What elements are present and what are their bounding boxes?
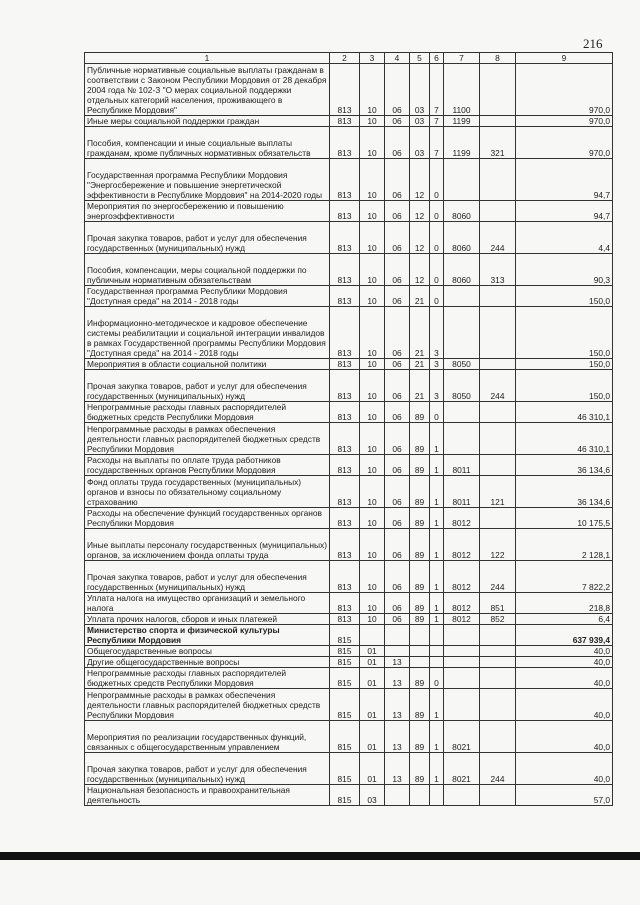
- row-expense-type: [480, 116, 516, 127]
- row-grbs: 815: [330, 657, 360, 668]
- row-expense-type: [480, 646, 516, 657]
- row-target-subprogram: 3: [430, 307, 444, 359]
- table-row: [85, 476, 613, 508]
- row-target-direction: 8050: [444, 359, 480, 370]
- row-expense-type: [480, 625, 516, 646]
- row-target-program: 89: [410, 614, 430, 625]
- row-target-subprogram: 7: [430, 64, 444, 116]
- row-target-program: 89: [410, 455, 430, 476]
- row-target-subprogram: 0: [430, 402, 444, 423]
- table-row: [85, 159, 613, 201]
- row-target-program: 03: [410, 64, 430, 116]
- row-amount: 970,0: [516, 127, 613, 159]
- row-target-direction: 8012: [444, 508, 480, 529]
- row-amount: 150,0: [516, 370, 613, 402]
- row-amount: 7 822,2: [516, 561, 613, 593]
- row-name: Информационно-методическое и кадровое обеспечение системы реабилитации и социальной интеграции инвалидов в рамках Государственной программы Республики Мордовия "Доступная среда" на 2014 - 2018 годы: [85, 307, 330, 359]
- row-name: Прочая закупка товаров, работ и услуг для обеспечения государственных (муниципальных) нужд: [85, 561, 330, 593]
- row-section: 10: [360, 286, 385, 307]
- row-name: Расходы на обеспечение функций государственных органов Республики Мордовия: [85, 508, 330, 529]
- row-amount: 46 310,1: [516, 402, 613, 423]
- row-target-direction: 8011: [444, 455, 480, 476]
- row-target-subprogram: [430, 625, 444, 646]
- row-subsection: 06: [385, 159, 410, 201]
- row-grbs: 813: [330, 116, 360, 127]
- row-amount: 150,0: [516, 359, 613, 370]
- row-name: Пособия, компенсации, меры социальной поддержки по публичным нормативным обязательствам: [85, 254, 330, 286]
- table-row: [85, 529, 613, 561]
- row-target-subprogram: 1: [430, 689, 444, 721]
- header-cell: 6: [430, 53, 444, 64]
- header-cell: 3: [360, 53, 385, 64]
- row-section: 10: [360, 159, 385, 201]
- table-row: [85, 614, 613, 625]
- table-row: [85, 370, 613, 402]
- row-name: Государственная программа Республики Мордовия "Энергосбережение и повышение энергетической эффективности в Республике Мордовия" на 2014-2020 годы: [85, 159, 330, 201]
- row-name: Непрограммные расходы главных распорядителей бюджетных средств Республики Мордовия: [85, 402, 330, 423]
- table-row: [85, 201, 613, 222]
- row-target-program: 12: [410, 201, 430, 222]
- row-target-direction: 8012: [444, 593, 480, 614]
- table-row: [85, 286, 613, 307]
- row-grbs: 815: [330, 668, 360, 689]
- table-row: [85, 657, 613, 668]
- row-amount: 150,0: [516, 307, 613, 359]
- row-name: Прочая закупка товаров, работ и услуг для обеспечения государственных (муниципальных) нужд: [85, 370, 330, 402]
- row-target-program: [410, 785, 430, 806]
- table-row: [85, 561, 613, 593]
- row-expense-type: [480, 785, 516, 806]
- row-name: Министерство спорта и физической культуры Республики Мордовия: [85, 625, 330, 646]
- row-section: 10: [360, 64, 385, 116]
- row-target-subprogram: 1: [430, 476, 444, 508]
- row-target-program: [410, 625, 430, 646]
- row-expense-type: [480, 657, 516, 668]
- row-target-subprogram: 0: [430, 201, 444, 222]
- row-amount: 90,3: [516, 254, 613, 286]
- row-subsection: [385, 625, 410, 646]
- row-subsection: [385, 646, 410, 657]
- row-subsection: 06: [385, 561, 410, 593]
- row-target-direction: 8060: [444, 201, 480, 222]
- scan-edge: [0, 852, 640, 860]
- row-target-program: 21: [410, 359, 430, 370]
- row-target-subprogram: 1: [430, 455, 444, 476]
- row-grbs: 813: [330, 254, 360, 286]
- row-subsection: 06: [385, 307, 410, 359]
- row-target-direction: [444, 286, 480, 307]
- row-target-program: 89: [410, 529, 430, 561]
- row-target-program: 21: [410, 286, 430, 307]
- row-section: 10: [360, 116, 385, 127]
- row-target-direction: 8060: [444, 254, 480, 286]
- row-section: 10: [360, 455, 385, 476]
- row-amount: 4,4: [516, 222, 613, 254]
- table-row: [85, 689, 613, 721]
- row-subsection: 06: [385, 201, 410, 222]
- row-target-program: 89: [410, 721, 430, 753]
- row-grbs: 813: [330, 402, 360, 423]
- row-target-direction: [444, 307, 480, 359]
- row-target-direction: 8012: [444, 614, 480, 625]
- row-amount: 40,0: [516, 721, 613, 753]
- table-row: [85, 508, 613, 529]
- row-amount: 218,8: [516, 593, 613, 614]
- row-name: Непрограммные расходы в рамках обеспечения деятельности главных распорядителей бюджетных средств Республики Мордовия: [85, 423, 330, 455]
- row-target-subprogram: 3: [430, 359, 444, 370]
- row-target-subprogram: 0: [430, 159, 444, 201]
- row-amount: 40,0: [516, 689, 613, 721]
- row-target-direction: 8012: [444, 529, 480, 561]
- row-amount: 40,0: [516, 657, 613, 668]
- row-section: 10: [360, 476, 385, 508]
- row-expense-type: 244: [480, 370, 516, 402]
- row-target-direction: [444, 423, 480, 455]
- row-target-direction: 8050: [444, 370, 480, 402]
- row-target-direction: 8021: [444, 753, 480, 785]
- row-expense-type: 313: [480, 254, 516, 286]
- row-grbs: 815: [330, 646, 360, 657]
- row-section: 10: [360, 201, 385, 222]
- row-amount: 2 128,1: [516, 529, 613, 561]
- row-amount: 6,4: [516, 614, 613, 625]
- row-target-subprogram: 1: [430, 614, 444, 625]
- row-expense-type: 244: [480, 222, 516, 254]
- row-section: 10: [360, 614, 385, 625]
- row-target-program: 12: [410, 222, 430, 254]
- row-target-subprogram: [430, 785, 444, 806]
- row-target-subprogram: 1: [430, 529, 444, 561]
- row-target-program: 89: [410, 423, 430, 455]
- header-cell: 5: [410, 53, 430, 64]
- row-grbs: 813: [330, 370, 360, 402]
- row-grbs: 813: [330, 423, 360, 455]
- row-section: 10: [360, 402, 385, 423]
- row-subsection: 06: [385, 116, 410, 127]
- row-amount: 57,0: [516, 785, 613, 806]
- row-target-direction: [444, 689, 480, 721]
- row-section: 10: [360, 593, 385, 614]
- row-target-program: [410, 657, 430, 668]
- row-section: [360, 625, 385, 646]
- budget-table: [84, 52, 613, 806]
- row-name: Мероприятия по реализации государственных функций, связанных с общегосударственным управлением: [85, 721, 330, 753]
- row-name: Фонд оплаты труда государственных (муниципальных) органов и взносы по обязательному социальному страхованию: [85, 476, 330, 508]
- row-grbs: 815: [330, 785, 360, 806]
- row-expense-type: [480, 689, 516, 721]
- row-grbs: 813: [330, 593, 360, 614]
- row-section: 10: [360, 423, 385, 455]
- row-target-direction: [444, 646, 480, 657]
- row-name: Уплата прочих налогов, сборов и иных платежей: [85, 614, 330, 625]
- row-subsection: 06: [385, 370, 410, 402]
- row-expense-type: [480, 721, 516, 753]
- row-amount: 970,0: [516, 64, 613, 116]
- row-name: Уплата налога на имущество организаций и земельного налога: [85, 593, 330, 614]
- row-grbs: 813: [330, 201, 360, 222]
- row-expense-type: 851: [480, 593, 516, 614]
- header-cell: 9: [516, 53, 613, 64]
- row-grbs: 815: [330, 689, 360, 721]
- row-target-direction: [444, 625, 480, 646]
- row-target-subprogram: 0: [430, 254, 444, 286]
- row-name: Иные выплаты персоналу государственных (муниципальных) органов, за исключением фонда оплаты труда: [85, 529, 330, 561]
- row-subsection: 06: [385, 286, 410, 307]
- row-target-program: 21: [410, 307, 430, 359]
- row-target-subprogram: 1: [430, 753, 444, 785]
- row-name: Пособия, компенсации и иные социальные выплаты гражданам, кроме публичных нормативных обязательств: [85, 127, 330, 159]
- row-target-program: 89: [410, 402, 430, 423]
- row-grbs: 813: [330, 455, 360, 476]
- row-section: 10: [360, 127, 385, 159]
- row-amount: 10 175,5: [516, 508, 613, 529]
- row-section: 01: [360, 646, 385, 657]
- header-cell: 2: [330, 53, 360, 64]
- table-row: [85, 668, 613, 689]
- row-subsection: 06: [385, 593, 410, 614]
- table-row: [85, 222, 613, 254]
- row-expense-type: 852: [480, 614, 516, 625]
- row-amount: 36 134,6: [516, 455, 613, 476]
- row-target-subprogram: 1: [430, 593, 444, 614]
- row-expense-type: [480, 359, 516, 370]
- row-target-program: 12: [410, 254, 430, 286]
- row-target-direction: 8012: [444, 561, 480, 593]
- row-target-program: 89: [410, 593, 430, 614]
- row-subsection: 06: [385, 64, 410, 116]
- row-subsection: 06: [385, 127, 410, 159]
- row-expense-type: [480, 508, 516, 529]
- row-name: Другие общегосударственные вопросы: [85, 657, 330, 668]
- row-expense-type: 244: [480, 561, 516, 593]
- row-section: 10: [360, 222, 385, 254]
- row-expense-type: [480, 159, 516, 201]
- row-expense-type: 121: [480, 476, 516, 508]
- row-subsection: 06: [385, 423, 410, 455]
- header-cell: 8: [480, 53, 516, 64]
- row-amount: 94,7: [516, 159, 613, 201]
- row-name: Мероприятия по энергосбережению и повышению энергоэффективности: [85, 201, 330, 222]
- row-amount: 40,0: [516, 646, 613, 657]
- table-row: [85, 423, 613, 455]
- row-section: 01: [360, 753, 385, 785]
- row-subsection: 06: [385, 529, 410, 561]
- row-target-program: 89: [410, 508, 430, 529]
- row-target-direction: [444, 668, 480, 689]
- row-amount: 970,0: [516, 116, 613, 127]
- row-section: 01: [360, 668, 385, 689]
- row-grbs: 813: [330, 529, 360, 561]
- row-expense-type: [480, 402, 516, 423]
- row-target-program: 89: [410, 561, 430, 593]
- table-row: [85, 64, 613, 116]
- row-section: 10: [360, 529, 385, 561]
- row-amount: 46 310,1: [516, 423, 613, 455]
- row-target-program: 03: [410, 127, 430, 159]
- table-row: [85, 625, 613, 646]
- row-target-program: 89: [410, 668, 430, 689]
- row-section: 10: [360, 370, 385, 402]
- row-subsection: 06: [385, 455, 410, 476]
- row-grbs: 813: [330, 508, 360, 529]
- row-name: Публичные нормативные социальные выплаты гражданам в соответствии с Законом Республики Мордовия от 28 декабря 2004 года № 102-З "О мерах социальной поддержки отдельных категорий населения, проживающего в Республике Мордовия": [85, 64, 330, 116]
- row-section: 10: [360, 307, 385, 359]
- row-target-direction: 8021: [444, 721, 480, 753]
- row-target-subprogram: [430, 657, 444, 668]
- row-target-program: 89: [410, 753, 430, 785]
- row-section: 01: [360, 689, 385, 721]
- table-header: [85, 53, 613, 64]
- row-grbs: 813: [330, 64, 360, 116]
- row-target-subprogram: 7: [430, 127, 444, 159]
- row-section: 10: [360, 254, 385, 286]
- row-grbs: 815: [330, 721, 360, 753]
- row-target-subprogram: [430, 646, 444, 657]
- table-row: [85, 753, 613, 785]
- row-name: Непрограммные расходы в рамках обеспечения деятельности главных распорядителей бюджетных средств Республики Мордовия: [85, 689, 330, 721]
- row-target-subprogram: 0: [430, 668, 444, 689]
- row-target-subprogram: 0: [430, 222, 444, 254]
- row-name: Прочая закупка товаров, работ и услуг для обеспечения государственных (муниципальных) нужд: [85, 222, 330, 254]
- row-section: 01: [360, 657, 385, 668]
- row-expense-type: [480, 201, 516, 222]
- row-section: 03: [360, 785, 385, 806]
- row-grbs: 813: [330, 614, 360, 625]
- row-amount: 40,0: [516, 668, 613, 689]
- row-target-direction: 8060: [444, 222, 480, 254]
- row-target-direction: [444, 159, 480, 201]
- row-name: Прочая закупка товаров, работ и услуг для обеспечения государственных (муниципальных) нужд: [85, 753, 330, 785]
- row-section: 10: [360, 508, 385, 529]
- row-target-subprogram: 1: [430, 721, 444, 753]
- row-subsection: [385, 785, 410, 806]
- row-subsection: 06: [385, 508, 410, 529]
- row-expense-type: 122: [480, 529, 516, 561]
- row-target-direction: 8011: [444, 476, 480, 508]
- row-target-program: [410, 646, 430, 657]
- row-amount: 36 134,6: [516, 476, 613, 508]
- row-amount: 637 939,4: [516, 625, 613, 646]
- row-name: Общегосударственные вопросы: [85, 646, 330, 657]
- row-section: 01: [360, 721, 385, 753]
- row-subsection: 06: [385, 254, 410, 286]
- row-subsection: 06: [385, 476, 410, 508]
- table-row: [85, 721, 613, 753]
- row-subsection: 06: [385, 614, 410, 625]
- row-grbs: 815: [330, 753, 360, 785]
- row-target-program: 12: [410, 159, 430, 201]
- row-name: Непрограммные расходы главных распорядителей бюджетных средств Республики Мордовия: [85, 668, 330, 689]
- row-target-subprogram: 0: [430, 286, 444, 307]
- row-name: Иные меры социальной поддержки граждан: [85, 116, 330, 127]
- row-target-direction: 1199: [444, 127, 480, 159]
- row-name: Национальная безопасность и правоохранительная деятельность: [85, 785, 330, 806]
- row-subsection: 06: [385, 222, 410, 254]
- table-row: [85, 307, 613, 359]
- table-body: [85, 64, 613, 806]
- table-row: [85, 455, 613, 476]
- row-target-subprogram: 1: [430, 423, 444, 455]
- row-expense-type: [480, 668, 516, 689]
- row-grbs: 813: [330, 127, 360, 159]
- row-expense-type: [480, 286, 516, 307]
- row-expense-type: [480, 307, 516, 359]
- header-cell: 4: [385, 53, 410, 64]
- row-grbs: 813: [330, 476, 360, 508]
- row-target-subprogram: 1: [430, 561, 444, 593]
- row-grbs: 813: [330, 359, 360, 370]
- header-cell: 1: [85, 53, 330, 64]
- row-name: Государственная программа Республики Мордовия "Доступная среда" на 2014 - 2018 годы: [85, 286, 330, 307]
- row-target-program: 89: [410, 689, 430, 721]
- row-amount: 150,0: [516, 286, 613, 307]
- row-subsection: 13: [385, 753, 410, 785]
- header-cell: 7: [444, 53, 480, 64]
- row-subsection: 13: [385, 689, 410, 721]
- row-grbs: 813: [330, 561, 360, 593]
- row-amount: 94,7: [516, 201, 613, 222]
- row-target-direction: [444, 402, 480, 423]
- row-subsection: 06: [385, 402, 410, 423]
- row-subsection: 13: [385, 721, 410, 753]
- table-row: [85, 785, 613, 806]
- row-target-program: 21: [410, 370, 430, 402]
- row-amount: 40,0: [516, 753, 613, 785]
- row-section: 10: [360, 359, 385, 370]
- row-target-subprogram: 1: [430, 508, 444, 529]
- row-target-program: 03: [410, 116, 430, 127]
- row-grbs: 813: [330, 286, 360, 307]
- row-grbs: 813: [330, 222, 360, 254]
- table-row: [85, 127, 613, 159]
- row-target-direction: 1199: [444, 116, 480, 127]
- table-row: [85, 402, 613, 423]
- row-subsection: 06: [385, 359, 410, 370]
- row-expense-type: [480, 423, 516, 455]
- row-expense-type: [480, 64, 516, 116]
- row-target-program: 89: [410, 476, 430, 508]
- table-row: [85, 254, 613, 286]
- row-expense-type: 321: [480, 127, 516, 159]
- row-expense-type: 244: [480, 753, 516, 785]
- table-row: [85, 116, 613, 127]
- page-number: 216: [583, 36, 603, 51]
- row-grbs: 815: [330, 625, 360, 646]
- row-name: Мероприятия в области социальной политики: [85, 359, 330, 370]
- row-subsection: 13: [385, 657, 410, 668]
- row-grbs: 813: [330, 159, 360, 201]
- table-row: [85, 359, 613, 370]
- row-target-subprogram: 3: [430, 370, 444, 402]
- table-row: [85, 593, 613, 614]
- row-name: Расходы на выплаты по оплате труда работников государственных органов Республики Мордовия: [85, 455, 330, 476]
- table-row: [85, 646, 613, 657]
- row-target-subprogram: 7: [430, 116, 444, 127]
- row-target-direction: [444, 785, 480, 806]
- row-subsection: 13: [385, 668, 410, 689]
- row-expense-type: [480, 455, 516, 476]
- row-target-direction: [444, 657, 480, 668]
- row-section: 10: [360, 561, 385, 593]
- row-grbs: 813: [330, 307, 360, 359]
- row-target-direction: 1100: [444, 64, 480, 116]
